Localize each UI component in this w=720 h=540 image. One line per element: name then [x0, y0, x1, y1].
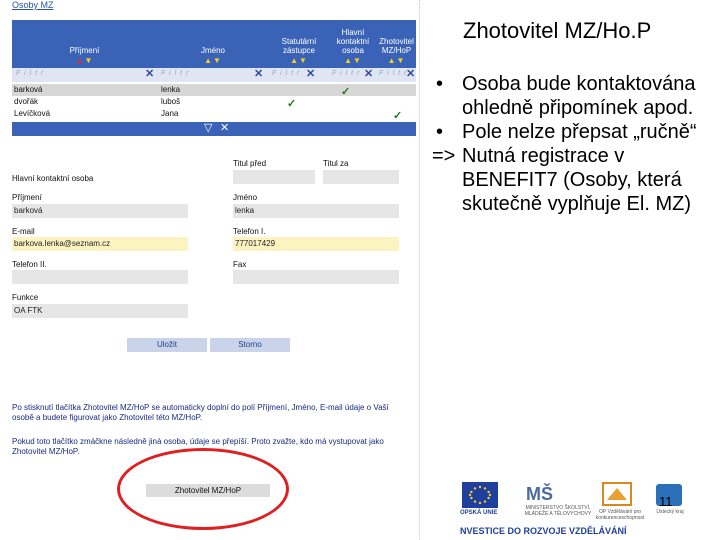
column-header-jmeno[interactable]	[157, 20, 269, 68]
clear-filter-icon[interactable]: ✕	[406, 68, 416, 80]
jmeno-field[interactable]: lenka	[233, 204, 399, 218]
check-icon: ✓	[287, 98, 297, 110]
column-label: Jméno	[200, 46, 225, 55]
op-vk-caption: OP Vzdělávání pro konkurenceschopnost	[595, 509, 645, 521]
grid-header	[12, 20, 416, 68]
eu-caption: OPSKÁ UNIE	[460, 510, 498, 516]
prijmeni-field[interactable]: barková	[12, 204, 188, 218]
telefon-field[interactable]: 777017429	[233, 237, 399, 251]
highlight-ellipse	[117, 448, 289, 530]
filter-input-prijmeni[interactable]: F i l t r	[16, 70, 45, 77]
fax-label: Fax	[233, 260, 247, 269]
filter-row	[12, 68, 416, 82]
funkce-field[interactable]: OA FTK	[12, 304, 188, 318]
email-label: E-mail	[12, 227, 35, 236]
zhotovitel-button[interactable]: Zhotovitel MZ/HoP	[146, 484, 270, 497]
email-field[interactable]: barkova.lenka@seznam.cz	[12, 237, 188, 251]
sort-arrows-icon[interactable]: ▲▼	[387, 56, 406, 65]
funkce-label: Funkce	[12, 293, 39, 302]
titul-pred-label: Titul před	[233, 159, 267, 168]
bullet-mark: =>	[432, 145, 456, 167]
info-text-1: Po stisknutí tlačítka Zhotovitel MZ/HoP se automaticky doplní do polí Příjmení, Jméno, E-mail údaje o Vaší osobě a budete figurovat jako Zhotovitel této MZ/HoP.	[12, 403, 389, 422]
investice-slogan: NVESTICE DO ROZVOJE VZDĚLÁVÁNÍ	[460, 526, 627, 536]
bullet-text: Nutná registrace v BENEFIT7 (Osoby, která skutečně vyplňuje El. MZ)	[462, 145, 691, 215]
msmt-caption: MINISTERSTVO ŠKOLSTVÍ, MLÁDEŽE A TĚLOVÝCHOVY	[524, 505, 592, 517]
page-number: 11	[659, 494, 673, 509]
column-label: Zhotovitel MZ/HoP	[379, 37, 414, 55]
bullet-list	[432, 72, 716, 216]
table-row[interactable]	[12, 84, 416, 96]
bullet-text: Pole nelze přepsat „ručně“	[462, 121, 697, 143]
clear-filter-icon[interactable]: ✕	[364, 68, 374, 80]
svg-text:MŠ: MŠ	[526, 484, 553, 504]
clear-filter-icon[interactable]: ✕	[145, 68, 155, 80]
cell-prijmeni: Levíčková	[14, 109, 51, 118]
table-row[interactable]	[12, 96, 416, 108]
bullet-item	[432, 120, 716, 144]
clear-filter-icon[interactable]: ✕	[254, 68, 264, 80]
telefon-label: Telefon I.	[233, 227, 266, 236]
filter-input-zhotovitel[interactable]: F i l t r	[379, 70, 408, 77]
cell-jmeno: lenka	[161, 85, 181, 94]
bullet-item	[432, 72, 716, 120]
titul-za-field[interactable]	[323, 170, 399, 184]
ustecky-kraj-caption: Ústecký kraj	[656, 509, 684, 515]
cancel-button[interactable]: Storno	[210, 338, 290, 352]
bullet-mark: •	[436, 73, 444, 95]
column-header-hlavni[interactable]	[329, 20, 377, 68]
save-button[interactable]: Uložit	[127, 338, 207, 352]
grid-footer	[12, 122, 416, 136]
filter-input-hlavni[interactable]: F i l t r	[332, 70, 361, 77]
telefon2-label: Telefon II.	[12, 260, 47, 269]
table-row[interactable]	[12, 108, 416, 120]
sort-arrows-icon[interactable]: ▲▼	[204, 56, 222, 65]
prijmeni-label: Příjmení	[12, 193, 42, 202]
cell-prijmeni: barková	[14, 85, 43, 94]
cell-jmeno: Jana	[161, 109, 179, 118]
slide-title: Zhotovitel MZ/Ho.P	[463, 18, 652, 43]
eu-flag-icon	[462, 482, 498, 508]
titul-za-label: Titul za	[323, 159, 349, 168]
cell-prijmeni: dvořák	[14, 97, 39, 106]
bullet-text: Osoba bude kontaktována ohledně připomínek apod.	[462, 73, 696, 119]
info-text-2: Pokud toto tlačítko zmáčkne následně jiná osoba, údaje se přepíší. Proto zvažte, kdo má vystupovat jako Zhotovitel MZ/HoP.	[12, 437, 384, 456]
clear-filter-icon[interactable]: ✕	[306, 68, 316, 80]
column-header-statutar[interactable]	[269, 20, 329, 68]
bullet-mark: •	[436, 121, 444, 143]
filter-input-statutar[interactable]: F i l t r	[272, 70, 301, 77]
titul-pred-field[interactable]	[233, 170, 315, 184]
clear-all-filters-icon[interactable]: ✕	[220, 122, 230, 134]
cell-jmeno: luboš	[161, 97, 181, 106]
form-section-label: Hlavní kontaktní osoba	[12, 174, 94, 183]
sort-arrows-icon[interactable]: ▲▼	[75, 56, 94, 65]
msmt-logo-icon	[524, 480, 564, 504]
column-header-prijmeni[interactable]	[12, 20, 157, 68]
fax-field[interactable]	[233, 270, 399, 284]
op-vk-logo-icon	[602, 482, 632, 506]
filter-input-jmeno[interactable]: F i l t r	[161, 70, 190, 77]
filter-icon[interactable]: ▽	[204, 122, 213, 134]
column-label: Příjmení	[69, 46, 100, 55]
telefon2-field[interactable]	[12, 270, 188, 284]
column-header-zhotovitel[interactable]	[377, 20, 416, 68]
sort-arrows-icon[interactable]: ▲▼	[344, 56, 362, 65]
bullet-item	[432, 144, 716, 216]
check-icon: ✓	[341, 86, 351, 98]
sort-arrows-icon[interactable]: ▲▼	[290, 56, 308, 65]
column-label: Hlavní kontaktní osoba	[336, 28, 370, 55]
panel-title: Osoby MZ	[12, 0, 54, 10]
check-icon: ✓	[393, 110, 403, 122]
jmeno-label: Jméno	[233, 193, 258, 202]
column-label: Statutární zástupce	[281, 37, 317, 55]
